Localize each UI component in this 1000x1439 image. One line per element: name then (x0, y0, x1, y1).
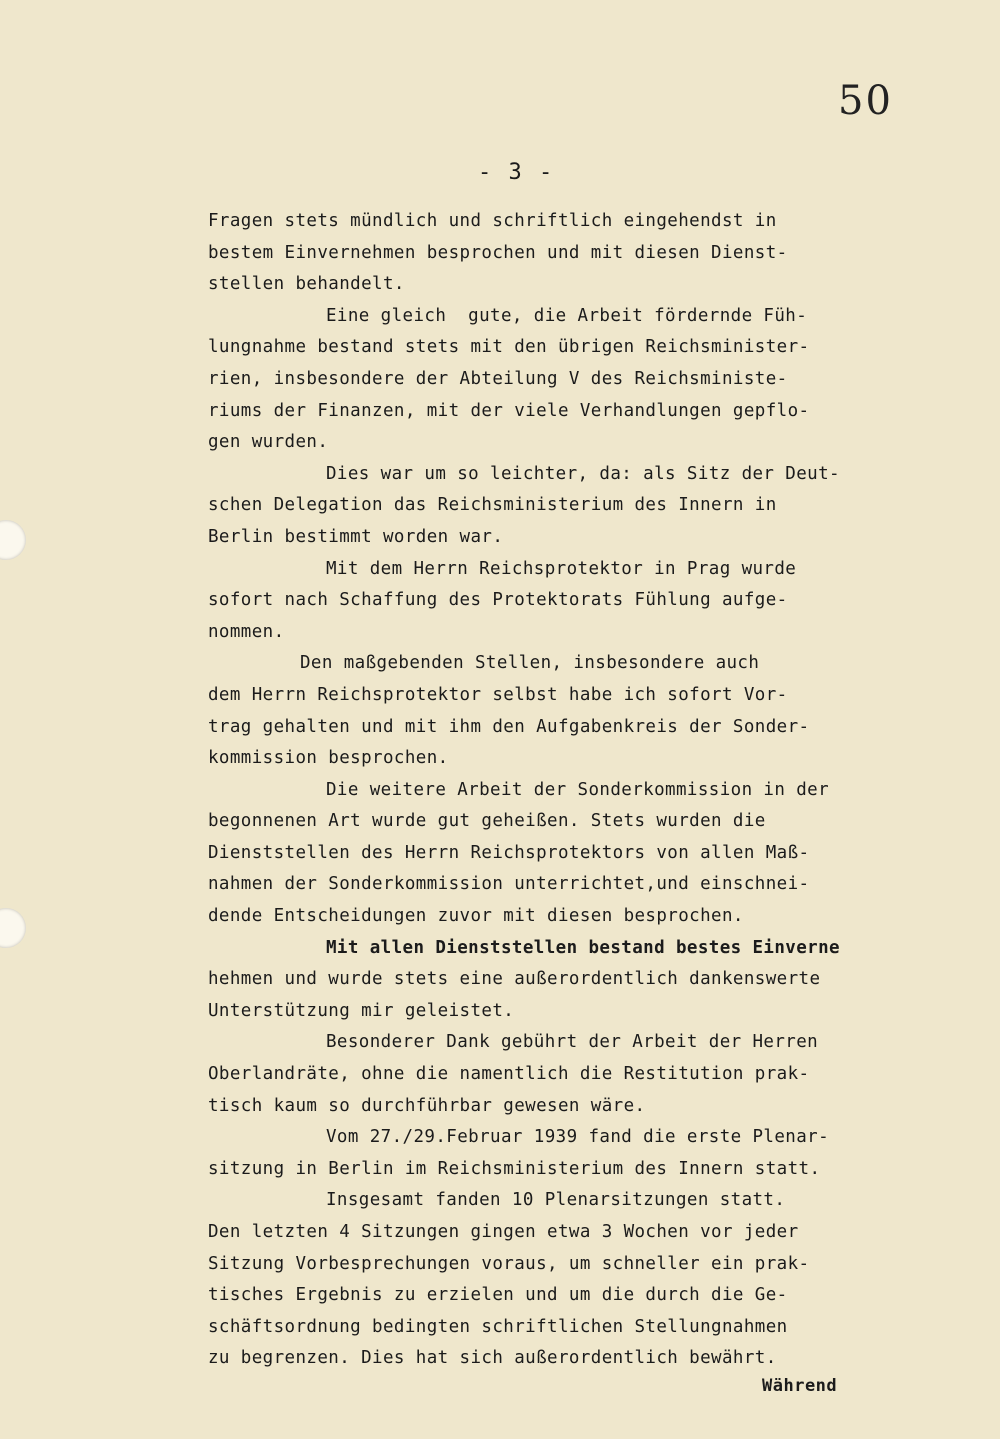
text-line: gen wurden. (208, 432, 329, 453)
text-line: trag gehalten und mit ihm den Aufgabenkreis der Sonder- (208, 716, 810, 737)
text-line: Die weitere Arbeit der Sonderkommission in der (326, 779, 830, 800)
text-line: hehmen und wurde stets eine außerordentlich dankenswerte (208, 969, 821, 990)
text-line: kommission besprochen. (208, 748, 449, 769)
text-line: riums der Finanzen, mit der viele Verhandlungen gepflo- (208, 400, 810, 421)
text-line: Dienststellen des Herrn Reichsprotektors von allen Maß- (208, 842, 810, 863)
text-line: Berlin bestimmt worden war. (208, 526, 504, 547)
punch-hole (0, 520, 26, 560)
text-line: nahmen der Sonderkommission unterrichtet,und einschnei- (208, 874, 810, 895)
text-line: rien, insbesondere der Abteilung V des Reichsministe- (208, 368, 788, 389)
text-line: tisches Ergebnis zu erzielen und um die durch die Ge- (208, 1285, 788, 1306)
text-line: Oberlandräte, ohne die namentlich die Restitution prak- (208, 1064, 810, 1085)
text-line: tisch kaum so durchführbar gewesen wäre. (208, 1095, 646, 1116)
text-line: Den maßgebenden Stellen, insbesondere auch (300, 653, 760, 674)
text-line: Fragen stets mündlich und schriftlich eingehendst in (208, 211, 777, 231)
typed-body-text (208, 206, 948, 1375)
text-line: zu begrenzen. Dies hat sich außerordentlich bewährt. (208, 1348, 777, 1369)
text-line: nommen. (208, 621, 285, 642)
text-line: sitzung in Berlin im Reichsministerium des Innern statt. (208, 1158, 821, 1179)
text-line: sofort nach Schaffung des Protektorats Fühlung aufge- (208, 590, 788, 611)
text-line: Den letzten 4 Sitzungen gingen etwa 3 Wochen vor jeder (208, 1222, 799, 1242)
text-line: Vom 27./29.Februar 1939 fand die erste Plenar- (326, 1127, 830, 1148)
text-line: Sitzung Vorbesprechungen voraus, um schneller ein prak- (208, 1253, 810, 1274)
text-line: dende Entscheidungen zuvor mit diesen besprochen. (208, 906, 744, 927)
text-line: Eine gleich gute, die Arbeit fördernde Füh- (326, 305, 808, 326)
text-line: stellen behandelt. (208, 274, 405, 295)
text-line: schäftsordnung bedingten schriftlichen Stellungnahmen (208, 1316, 788, 1337)
punch-hole (0, 908, 26, 948)
sheet-number: - 3 - (478, 160, 555, 185)
text-line: Mit dem Herrn Reichsprotektor in Prag wurde (326, 558, 797, 579)
text-line: begonnenen Art wurde gut geheißen. Stets wurden die (208, 811, 766, 832)
text-line: lungnahme bestand stets mit den übrigen Reichsminister- (208, 337, 810, 358)
text-line: Insgesamt fanden 10 Plenarsitzungen statt. (326, 1190, 786, 1211)
text-line: bestem Einvernehmen besprochen und mit diesen Dienst- (208, 242, 788, 263)
text-line: Unterstützung mir geleistet. (208, 1000, 515, 1021)
text-line: dem Herrn Reichsprotektor selbst habe ich sofort Vor- (208, 684, 788, 705)
text-line: Dies war um so leichter, da: als Sitz der Deut- (326, 463, 840, 484)
text-line: Besonderer Dank gebührt der Arbeit der Herren (326, 1032, 819, 1053)
catchword: Während (762, 1376, 838, 1396)
page-number: 50 (838, 78, 893, 124)
text-line: schen Delegation das Reichsministerium des Innern in (208, 495, 777, 516)
text-line: Mit allen Dienststellen bestand bestes Einverne (326, 937, 840, 958)
